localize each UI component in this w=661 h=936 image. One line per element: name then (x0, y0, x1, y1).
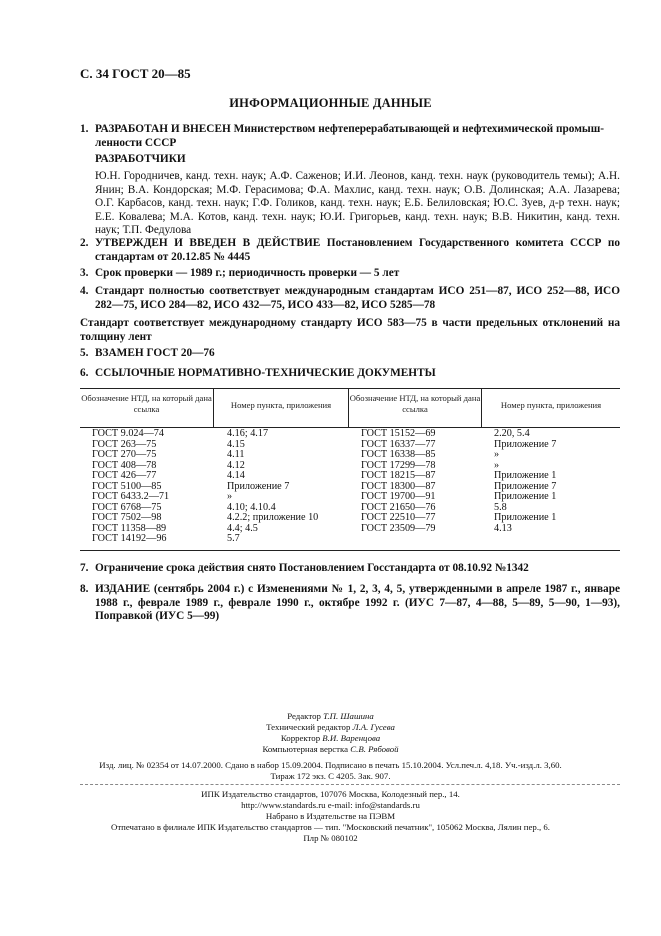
table-col-docs-left (92, 429, 169, 545)
table-cell: Приложение 7 (494, 438, 557, 450)
item-text: РАЗРАБОТАН И ВНЕСЕН Министерством нефтеперерабатывающей и нефтехимической промыш- ленности СССР (95, 123, 605, 149)
item-approved (80, 237, 620, 264)
table-cell: ГОСТ 19700—91 (361, 491, 436, 502)
table-cell: ГОСТ 15152—69 (361, 428, 436, 439)
table-cell: » (494, 459, 500, 471)
item-number: 3. (80, 267, 89, 279)
item-edition (80, 583, 620, 624)
item-limitation-removed (80, 562, 620, 576)
table-cell: ГОСТ 23509—79 (361, 522, 436, 534)
item-text: УТВЕРЖДЕН И ВВЕДЕН В ДЕЙСТВИЕ Постановлением Государственного комитета СССР по стандартам от 20.12.85 № 4445 (95, 237, 620, 263)
item-number: 4. (80, 285, 89, 297)
reference-table (80, 388, 620, 550)
table-cell: ГОСТ 22510—77 (361, 512, 436, 523)
table-cell: ГОСТ 5100—85 (92, 480, 162, 492)
table-cell: 4.2.2; приложение 10 (227, 512, 319, 523)
table-cell: ГОСТ 18215—87 (361, 470, 436, 481)
table-cell: Приложение 1 (494, 512, 557, 523)
item-text: ССЫЛОЧНЫЕ НОРМАТИВНО-ТЕХНИЧЕСКИЕ ДОКУМЕНТЫ (95, 367, 436, 379)
imprint-printed: Отпечатано в филиале ИПК Издательство стандартов — тип. "Московский печатник", 105062 Москва, Лялин пер., 6. (110, 822, 551, 832)
table-cell: 4.4; 4.5 (227, 522, 258, 534)
item-text: Срок проверки — 1989 г.; периодичность проверки — 5 лет (95, 267, 400, 279)
imprint-typeset: Набрано в Издательстве на ПЭВМ (265, 811, 396, 821)
table-col-docs-right (361, 429, 436, 534)
table-cell: ГОСТ 6433.2—71 (92, 491, 170, 502)
table-col-points-left (227, 429, 318, 545)
table-header-point-left: Номер пункта, приложения (230, 400, 332, 410)
item-text: ВЗАМЕН ГОСТ 20—76 (95, 347, 215, 359)
table-cell: ГОСТ 426—77 (92, 470, 157, 481)
table-cell: ГОСТ 18300—87 (361, 480, 436, 492)
item-number: 8. (80, 583, 89, 595)
table-cell: 4.15 (227, 438, 245, 450)
table-cell: ГОСТ 7502—98 (92, 512, 162, 523)
table-bottom-rule (80, 550, 620, 551)
table-cell: ГОСТ 408—78 (92, 459, 157, 471)
table-cell: ГОСТ 17299—78 (361, 459, 436, 471)
iso-note: Стандарт соответствует международному стандарту ИСО 583—75 в части предельных отклонений на толщину лент (80, 317, 620, 343)
table-cell: 4.10; 4.10.4 (227, 501, 276, 513)
imprint-print-details: Изд. лиц. № 02354 от 14.07.2000. Сдано в набор 15.09.2004. Подписано в печать 15.10.2004. Усл.печ.л. 4,18. Уч.-изд.л. 3,60. (99, 760, 562, 770)
table-cell: 4.14 (227, 470, 245, 481)
table-header-doc-right: Обозначение НТД, на который дана ссылка (349, 393, 481, 414)
imprint-circulation: Тираж 172 экз. С 4205. Зак. 907. (270, 771, 391, 781)
table-header-point-right: Номер пункта, приложения (500, 400, 602, 410)
table-cell: » (494, 449, 500, 460)
table-cell: 4.12 (227, 459, 245, 471)
table-cell: Приложение 1 (494, 491, 557, 502)
table-cell: ГОСТ 14192—96 (92, 533, 167, 544)
table-cell: Приложение 1 (494, 470, 557, 481)
imprint-web: http://www.standards.ru e-mail: info@standards.ru (241, 800, 420, 810)
table-cell: Приложение 7 (227, 480, 290, 492)
item-text: Стандарт полностью соответствует международным стандартам ИСО 251—87, ИСО 252—88, ИСО 282—75, ИСО 284—82, ИСО 432—75, ИСО 433—82, ИСО 5285—78 (95, 285, 620, 311)
imprint-corrector: Корректор В.И. Варенцова (280, 733, 381, 743)
item-review-period (80, 267, 620, 281)
imprint-publisher: ИПК Издательство стандартов, 107076 Москва, Колодезный пер., 14. (201, 789, 460, 799)
table-cell: ГОСТ 270—75 (92, 449, 157, 460)
table-cell: ГОСТ 16338—85 (361, 449, 436, 460)
table-col-points-right (494, 429, 556, 534)
table-top-rule (80, 388, 620, 389)
section-title: ИНФОРМАЦИОННЫЕ ДАННЫЕ (229, 96, 432, 110)
imprint-layout: Компьютерная верстка С.В. Рябовой (262, 744, 399, 754)
table-cell: 2.20, 5.4 (494, 428, 530, 439)
table-cell: ГОСТ 16337—77 (361, 438, 436, 450)
item-text: Ограничение срока действия снято Постановлением Госстандарта от 08.10.92 №1342 (95, 562, 529, 574)
item-number: 5. (80, 347, 89, 359)
table-cell: ГОСТ 6768—75 (92, 501, 162, 513)
imprint-plr: Плр № 080102 (303, 833, 358, 843)
table-cell: ГОСТ 21650—76 (361, 501, 436, 513)
imprint-divider (80, 784, 620, 785)
item-iso-compliance (80, 285, 620, 312)
developers-list: Ю.Н. Городничев, канд. техн. наук; А.Ф. Саженов; И.И. Леонов, канд. техн. наук (руководитель темы); А.Н. Янин; В.А. Кондорская; М.Ф. Герасимова; Ф.А. Махлис, канд. техн. наук; О.В. Долинская; А.А. Лазарева; О.Г. Карбасов, канд. техн. наук; Г.Ф. Голиков, канд. техн. наук; Е.Б. Белиловская; Ю.С. Зуев, д-р техн. наук; Е.Е. Ковалева; М.А. Котов, канд. техн. наук; Ю.И. Григорьев, канд. техн. наук; В.В. Никитин, канд. техн. наук; Т.П. Федулова (95, 170, 620, 236)
table-header-doc-left: Обозначение НТД, на который дана ссылка (81, 393, 212, 414)
table-cell: 4.16; 4.17 (227, 428, 269, 439)
imprint-tech-editor: Технический редактор Л.А. Гусева (266, 722, 395, 732)
table-cell: 4.13 (494, 522, 512, 534)
imprint-editor: Редактор Т.П. Шашина (287, 711, 374, 721)
table-cell: 5.8 (494, 501, 507, 513)
table-cell: 5.7 (227, 533, 240, 544)
item-number: 2. (80, 237, 89, 249)
developers-heading: РАЗРАБОТЧИКИ (95, 153, 186, 165)
item-number: 1. (80, 123, 89, 135)
table-cell: » (227, 491, 233, 502)
item-replaces (80, 347, 620, 361)
table-cell: ГОСТ 263—75 (92, 438, 157, 450)
item-developed-by (80, 123, 620, 150)
item-number: 6. (80, 367, 89, 379)
table-cell: ГОСТ 11358—89 (92, 522, 167, 534)
table-cell: 4.11 (227, 449, 245, 460)
page-header: С. 34 ГОСТ 20—85 (80, 66, 191, 81)
item-reference-docs (80, 367, 620, 381)
item-text: ИЗДАНИЕ (сентябрь 2004 г.) с Изменениями № 1, 2, 3, 4, 5, утвержденными в апреле 1987 г., январе 1988 г., феврале 1989 г., феврале 1990 г., октябре 1992 г. (ИУС 7—87, 4—88, 5—89, 5—90, 1—93), Поправкой (ИУС 5—99) (95, 583, 620, 622)
table-cell: Приложение 7 (494, 480, 557, 492)
table-cell: ГОСТ 9.024—74 (92, 428, 164, 439)
item-number: 7. (80, 562, 89, 574)
